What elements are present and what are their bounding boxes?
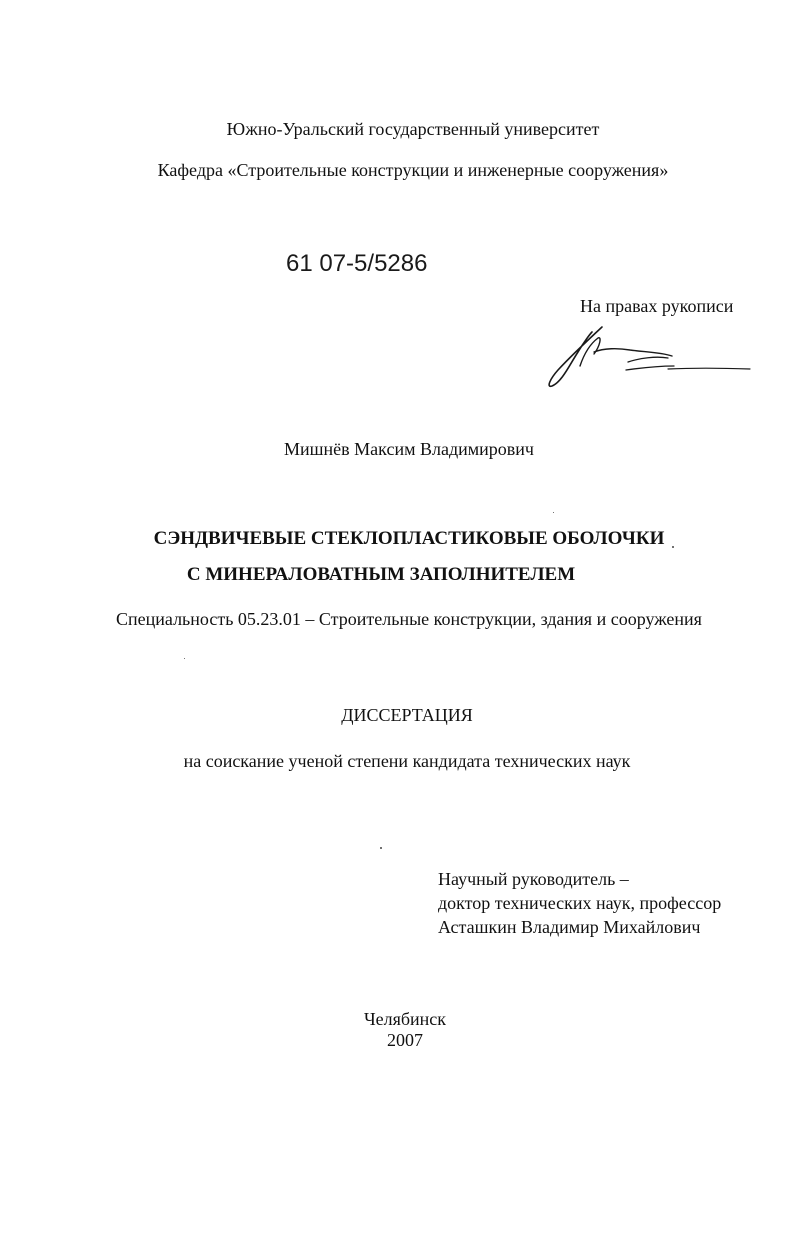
- supervisor-block: [438, 867, 768, 939]
- dissertation-title-line-2: С МИНЕРАЛОВАТНЫМ ЗАПОЛНИТЕЛЕМ: [186, 564, 576, 585]
- degree-line: на соискание ученой степени кандидата технических наук: [183, 751, 631, 771]
- scan-speck: [553, 512, 554, 513]
- supervisor-name: Асташкин Владимир Михайлович: [438, 917, 701, 937]
- rights-note: На правах рукописи: [580, 296, 734, 316]
- handwritten-signature: [540, 322, 755, 397]
- scan-speck: [184, 658, 185, 659]
- document-type: ДИССЕРТАЦИЯ: [341, 705, 473, 725]
- city: Челябинск: [363, 1009, 447, 1029]
- year: 2007: [387, 1030, 423, 1050]
- university-name: Южно-Уральский государственный университет: [226, 119, 600, 139]
- dissertation-title-line-1: СЭНДВИЧЕВЫЕ СТЕКЛОПЛАСТИКОВЫЕ ОБОЛОЧКИ: [153, 528, 665, 549]
- scan-speck: [672, 546, 674, 548]
- archive-code: 61 07-5/5286: [286, 250, 428, 277]
- specialty-line: Специальность 05.23.01 – Строительные конструкции, здания и сооружения: [116, 609, 702, 629]
- scan-speck: [380, 847, 382, 849]
- department-name: Кафедра «Строительные конструкции и инженерные сооружения»: [157, 160, 669, 180]
- supervisor-credentials: доктор технических наук, профессор: [438, 893, 722, 913]
- supervisor-role: Научный руководитель –: [438, 869, 629, 889]
- author-name: Мишнёв Максим Владимирович: [284, 439, 534, 459]
